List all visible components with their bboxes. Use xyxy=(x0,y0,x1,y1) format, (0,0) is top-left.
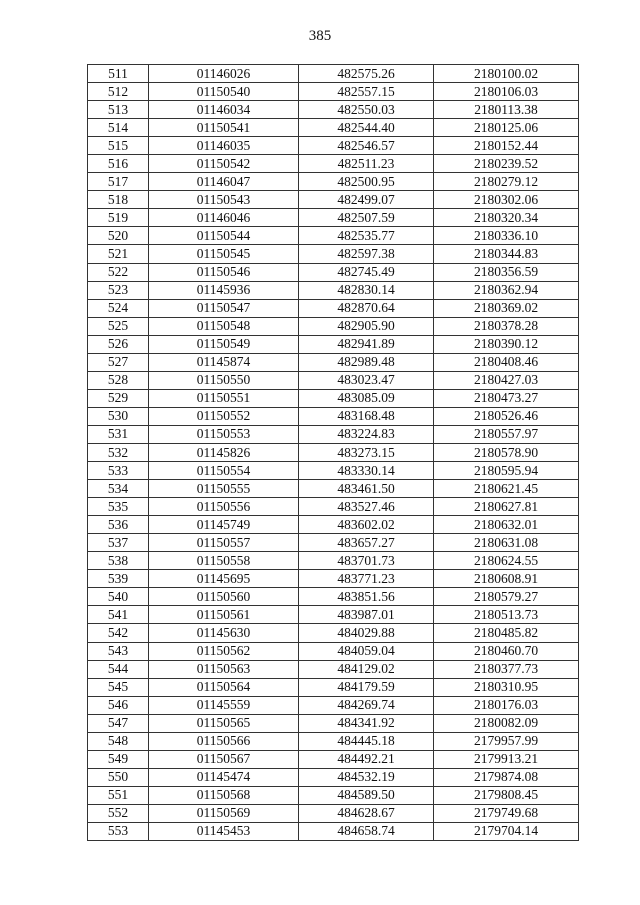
x-coordinate-cell: 483987.01 xyxy=(299,606,434,624)
x-coordinate-cell: 484445.18 xyxy=(299,732,434,750)
point-number-cell: 546 xyxy=(88,696,149,714)
x-coordinate-cell: 484269.74 xyxy=(299,696,434,714)
y-coordinate-cell: 2180632.01 xyxy=(434,516,579,534)
table-row xyxy=(88,425,579,443)
point-id-cell: 01146046 xyxy=(149,209,299,227)
y-coordinate-cell: 2180390.12 xyxy=(434,335,579,353)
point-number-cell: 534 xyxy=(88,480,149,498)
table-row xyxy=(88,335,579,353)
table-row xyxy=(88,588,579,606)
x-coordinate-cell: 482745.49 xyxy=(299,263,434,281)
y-coordinate-cell: 2180100.02 xyxy=(434,65,579,83)
point-number-cell: 523 xyxy=(88,281,149,299)
y-coordinate-cell: 2180113.38 xyxy=(434,101,579,119)
table-row xyxy=(88,245,579,263)
y-coordinate-cell: 2180621.45 xyxy=(434,480,579,498)
point-number-cell: 521 xyxy=(88,245,149,263)
table-row xyxy=(88,462,579,480)
x-coordinate-cell: 484628.67 xyxy=(299,804,434,822)
point-id-cell: 01150564 xyxy=(149,678,299,696)
y-coordinate-cell: 2180557.97 xyxy=(434,425,579,443)
y-coordinate-cell: 2179808.45 xyxy=(434,786,579,804)
point-id-cell: 01146035 xyxy=(149,137,299,155)
point-id-cell: 01150566 xyxy=(149,732,299,750)
point-id-cell: 01145749 xyxy=(149,516,299,534)
point-id-cell: 01145936 xyxy=(149,281,299,299)
y-coordinate-cell: 2180152.44 xyxy=(434,137,579,155)
point-number-cell: 518 xyxy=(88,191,149,209)
point-number-cell: 513 xyxy=(88,101,149,119)
x-coordinate-cell: 483168.48 xyxy=(299,407,434,425)
x-coordinate-cell: 482535.77 xyxy=(299,227,434,245)
point-id-cell: 01150567 xyxy=(149,750,299,768)
y-coordinate-cell: 2180125.06 xyxy=(434,119,579,137)
y-coordinate-cell: 2179749.68 xyxy=(434,804,579,822)
table-row xyxy=(88,227,579,245)
point-id-cell: 01150552 xyxy=(149,407,299,425)
table-row xyxy=(88,732,579,750)
table-row xyxy=(88,570,579,588)
point-id-cell: 01145695 xyxy=(149,570,299,588)
x-coordinate-cell: 482575.26 xyxy=(299,65,434,83)
y-coordinate-cell: 2180378.28 xyxy=(434,317,579,335)
point-id-cell: 01150543 xyxy=(149,191,299,209)
y-coordinate-cell: 2180239.52 xyxy=(434,155,579,173)
point-id-cell: 01150553 xyxy=(149,425,299,443)
point-number-cell: 529 xyxy=(88,389,149,407)
table-row xyxy=(88,768,579,786)
x-coordinate-cell: 483461.50 xyxy=(299,480,434,498)
x-coordinate-cell: 483771.23 xyxy=(299,570,434,588)
table-row xyxy=(88,624,579,642)
point-id-cell: 01145474 xyxy=(149,768,299,786)
x-coordinate-cell: 483701.73 xyxy=(299,552,434,570)
x-coordinate-cell: 482597.38 xyxy=(299,245,434,263)
y-coordinate-cell: 2179957.99 xyxy=(434,732,579,750)
x-coordinate-cell: 482544.40 xyxy=(299,119,434,137)
point-id-cell: 01150545 xyxy=(149,245,299,263)
y-coordinate-cell: 2180631.08 xyxy=(434,534,579,552)
point-number-cell: 531 xyxy=(88,425,149,443)
x-coordinate-cell: 482507.59 xyxy=(299,209,434,227)
point-number-cell: 516 xyxy=(88,155,149,173)
x-coordinate-cell: 482500.95 xyxy=(299,173,434,191)
point-number-cell: 547 xyxy=(88,714,149,732)
x-coordinate-cell: 482989.48 xyxy=(299,353,434,371)
x-coordinate-cell: 482941.89 xyxy=(299,335,434,353)
y-coordinate-cell: 2180513.73 xyxy=(434,606,579,624)
point-id-cell: 01150541 xyxy=(149,119,299,137)
x-coordinate-cell: 482511.23 xyxy=(299,155,434,173)
y-coordinate-cell: 2180627.81 xyxy=(434,498,579,516)
table-row xyxy=(88,822,579,840)
table-row xyxy=(88,498,579,516)
point-id-cell: 01150548 xyxy=(149,317,299,335)
point-number-cell: 528 xyxy=(88,371,149,389)
y-coordinate-cell: 2180595.94 xyxy=(434,462,579,480)
y-coordinate-cell: 2180176.03 xyxy=(434,696,579,714)
x-coordinate-cell: 483330.14 xyxy=(299,462,434,480)
y-coordinate-cell: 2180356.59 xyxy=(434,263,579,281)
point-number-cell: 530 xyxy=(88,407,149,425)
point-id-cell: 01150569 xyxy=(149,804,299,822)
table-row xyxy=(88,534,579,552)
point-id-cell: 01145874 xyxy=(149,353,299,371)
x-coordinate-cell: 482499.07 xyxy=(299,191,434,209)
table-row xyxy=(88,606,579,624)
x-coordinate-cell: 482557.15 xyxy=(299,83,434,101)
x-coordinate-cell: 483273.15 xyxy=(299,443,434,461)
point-number-cell: 533 xyxy=(88,462,149,480)
y-coordinate-cell: 2180344.83 xyxy=(434,245,579,263)
point-id-cell: 01150561 xyxy=(149,606,299,624)
point-id-cell: 01150556 xyxy=(149,498,299,516)
table-row xyxy=(88,480,579,498)
point-number-cell: 535 xyxy=(88,498,149,516)
x-coordinate-cell: 484658.74 xyxy=(299,822,434,840)
coordinates-table-body xyxy=(88,65,579,841)
point-id-cell: 01150568 xyxy=(149,786,299,804)
coordinates-table xyxy=(87,64,579,841)
table-row xyxy=(88,407,579,425)
point-id-cell: 01145559 xyxy=(149,696,299,714)
point-id-cell: 01150563 xyxy=(149,660,299,678)
point-number-cell: 542 xyxy=(88,624,149,642)
point-number-cell: 520 xyxy=(88,227,149,245)
point-id-cell: 01150542 xyxy=(149,155,299,173)
point-number-cell: 527 xyxy=(88,353,149,371)
point-number-cell: 553 xyxy=(88,822,149,840)
y-coordinate-cell: 2180082.09 xyxy=(434,714,579,732)
point-number-cell: 540 xyxy=(88,588,149,606)
point-id-cell: 01150544 xyxy=(149,227,299,245)
table-row xyxy=(88,804,579,822)
y-coordinate-cell: 2180279.12 xyxy=(434,173,579,191)
point-id-cell: 01150549 xyxy=(149,335,299,353)
point-number-cell: 517 xyxy=(88,173,149,191)
x-coordinate-cell: 482870.64 xyxy=(299,299,434,317)
table-row xyxy=(88,299,579,317)
x-coordinate-cell: 484129.02 xyxy=(299,660,434,678)
point-id-cell: 01146026 xyxy=(149,65,299,83)
point-number-cell: 525 xyxy=(88,317,149,335)
x-coordinate-cell: 484029.88 xyxy=(299,624,434,642)
y-coordinate-cell: 2180106.03 xyxy=(434,83,579,101)
table-row xyxy=(88,191,579,209)
point-number-cell: 532 xyxy=(88,443,149,461)
point-id-cell: 01150551 xyxy=(149,389,299,407)
y-coordinate-cell: 2180578.90 xyxy=(434,443,579,461)
x-coordinate-cell: 482830.14 xyxy=(299,281,434,299)
y-coordinate-cell: 2180579.27 xyxy=(434,588,579,606)
y-coordinate-cell: 2180427.03 xyxy=(434,371,579,389)
y-coordinate-cell: 2180377.73 xyxy=(434,660,579,678)
y-coordinate-cell: 2180320.34 xyxy=(434,209,579,227)
x-coordinate-cell: 483023.47 xyxy=(299,371,434,389)
x-coordinate-cell: 483527.46 xyxy=(299,498,434,516)
y-coordinate-cell: 2179704.14 xyxy=(434,822,579,840)
point-number-cell: 524 xyxy=(88,299,149,317)
point-id-cell: 01150557 xyxy=(149,534,299,552)
point-number-cell: 548 xyxy=(88,732,149,750)
x-coordinate-cell: 484341.92 xyxy=(299,714,434,732)
x-coordinate-cell: 483602.02 xyxy=(299,516,434,534)
point-number-cell: 544 xyxy=(88,660,149,678)
table-row xyxy=(88,443,579,461)
point-id-cell: 01146047 xyxy=(149,173,299,191)
point-id-cell: 01145453 xyxy=(149,822,299,840)
x-coordinate-cell: 483657.27 xyxy=(299,534,434,552)
point-id-cell: 01145630 xyxy=(149,624,299,642)
point-number-cell: 511 xyxy=(88,65,149,83)
table-row xyxy=(88,155,579,173)
point-number-cell: 526 xyxy=(88,335,149,353)
table-row xyxy=(88,516,579,534)
table-row xyxy=(88,83,579,101)
table-row xyxy=(88,389,579,407)
point-number-cell: 549 xyxy=(88,750,149,768)
x-coordinate-cell: 482905.90 xyxy=(299,317,434,335)
y-coordinate-cell: 2180408.46 xyxy=(434,353,579,371)
point-number-cell: 551 xyxy=(88,786,149,804)
point-id-cell: 01145826 xyxy=(149,443,299,461)
x-coordinate-cell: 483085.09 xyxy=(299,389,434,407)
y-coordinate-cell: 2180460.70 xyxy=(434,642,579,660)
x-coordinate-cell: 484059.04 xyxy=(299,642,434,660)
x-coordinate-cell: 483224.83 xyxy=(299,425,434,443)
table-row xyxy=(88,714,579,732)
point-id-cell: 01150554 xyxy=(149,462,299,480)
table-row xyxy=(88,786,579,804)
table-row xyxy=(88,281,579,299)
point-number-cell: 536 xyxy=(88,516,149,534)
table-row xyxy=(88,65,579,83)
x-coordinate-cell: 484179.59 xyxy=(299,678,434,696)
table-row xyxy=(88,696,579,714)
table-row xyxy=(88,750,579,768)
point-number-cell: 539 xyxy=(88,570,149,588)
point-number-cell: 514 xyxy=(88,119,149,137)
point-id-cell: 01150562 xyxy=(149,642,299,660)
table-row xyxy=(88,552,579,570)
table-row xyxy=(88,137,579,155)
table-row xyxy=(88,660,579,678)
point-id-cell: 01146034 xyxy=(149,101,299,119)
point-id-cell: 01150558 xyxy=(149,552,299,570)
point-number-cell: 545 xyxy=(88,678,149,696)
point-number-cell: 543 xyxy=(88,642,149,660)
y-coordinate-cell: 2179913.21 xyxy=(434,750,579,768)
y-coordinate-cell: 2180369.02 xyxy=(434,299,579,317)
x-coordinate-cell: 482546.57 xyxy=(299,137,434,155)
x-coordinate-cell: 484589.50 xyxy=(299,786,434,804)
x-coordinate-cell: 482550.03 xyxy=(299,101,434,119)
point-number-cell: 522 xyxy=(88,263,149,281)
point-id-cell: 01150547 xyxy=(149,299,299,317)
point-id-cell: 01150555 xyxy=(149,480,299,498)
point-id-cell: 01150546 xyxy=(149,263,299,281)
x-coordinate-cell: 484492.21 xyxy=(299,750,434,768)
table-row xyxy=(88,678,579,696)
point-id-cell: 01150540 xyxy=(149,83,299,101)
table-row xyxy=(88,353,579,371)
table-row xyxy=(88,119,579,137)
y-coordinate-cell: 2180302.06 xyxy=(434,191,579,209)
page-number: 385 xyxy=(308,28,332,44)
table-row xyxy=(88,101,579,119)
y-coordinate-cell: 2180473.27 xyxy=(434,389,579,407)
table-row xyxy=(88,209,579,227)
y-coordinate-cell: 2180608.91 xyxy=(434,570,579,588)
point-number-cell: 541 xyxy=(88,606,149,624)
y-coordinate-cell: 2180310.95 xyxy=(434,678,579,696)
table-row xyxy=(88,642,579,660)
table-row xyxy=(88,371,579,389)
table-row xyxy=(88,173,579,191)
point-number-cell: 552 xyxy=(88,804,149,822)
x-coordinate-cell: 483851.56 xyxy=(299,588,434,606)
y-coordinate-cell: 2180485.82 xyxy=(434,624,579,642)
point-number-cell: 538 xyxy=(88,552,149,570)
point-number-cell: 550 xyxy=(88,768,149,786)
y-coordinate-cell: 2180624.55 xyxy=(434,552,579,570)
point-number-cell: 519 xyxy=(88,209,149,227)
y-coordinate-cell: 2180336.10 xyxy=(434,227,579,245)
y-coordinate-cell: 2179874.08 xyxy=(434,768,579,786)
point-id-cell: 01150560 xyxy=(149,588,299,606)
y-coordinate-cell: 2180526.46 xyxy=(434,407,579,425)
point-number-cell: 537 xyxy=(88,534,149,552)
point-number-cell: 515 xyxy=(88,137,149,155)
x-coordinate-cell: 484532.19 xyxy=(299,768,434,786)
point-id-cell: 01150565 xyxy=(149,714,299,732)
point-id-cell: 01150550 xyxy=(149,371,299,389)
table-row xyxy=(88,263,579,281)
y-coordinate-cell: 2180362.94 xyxy=(434,281,579,299)
point-number-cell: 512 xyxy=(88,83,149,101)
table-row xyxy=(88,317,579,335)
